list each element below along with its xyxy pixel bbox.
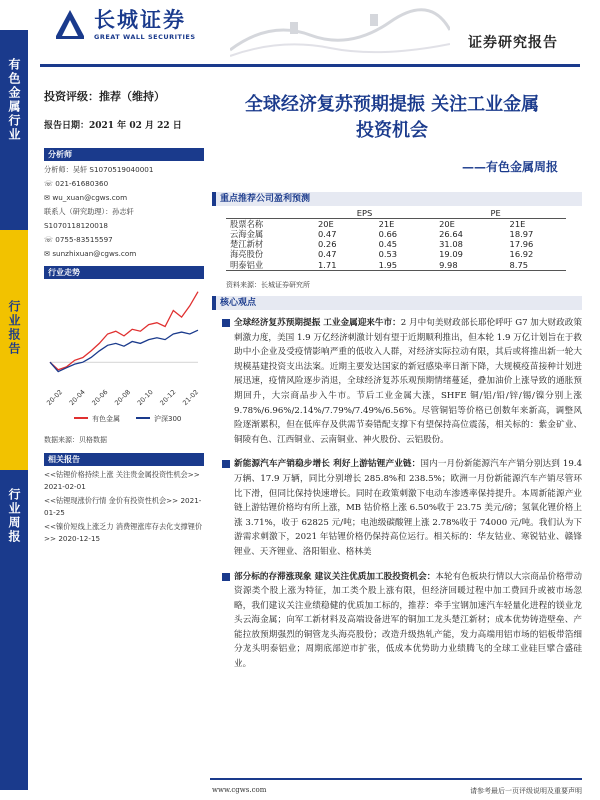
forecast-value-cell: 19.09	[439, 249, 463, 260]
stock-name-cell: 海亮股份	[230, 249, 264, 260]
logo-english-name: GREAT WALL SECURITIES	[94, 33, 196, 41]
related-reports-box	[44, 453, 204, 545]
industry-trend-box	[44, 266, 204, 445]
category-sideband	[0, 30, 28, 790]
related-report-item[interactable]: <<钴锂价格持续上涨 关注贵金属投资性机会>> 2021-02-01	[44, 470, 200, 491]
x-tick-label: 21-02	[181, 388, 201, 408]
report-title	[212, 92, 572, 144]
bullet-square-icon	[222, 319, 230, 327]
eps-20e-header: 20E	[304, 219, 365, 230]
footer-divider	[210, 778, 582, 780]
sideband-label-report: 行业报告	[7, 300, 21, 356]
report-title-line2: 投资机会	[356, 120, 428, 141]
forecast-value-cell: 16.92	[509, 249, 534, 260]
analyst-phone: ☏ 021-61680360	[44, 179, 109, 188]
forecast-value-cell: 0.45	[378, 239, 398, 250]
forecast-row	[226, 239, 566, 249]
contact-line: 联系人（研究助理）：孙志轩	[44, 207, 134, 216]
report-header	[0, 0, 600, 72]
sideband-segment-weekly	[0, 470, 28, 790]
trend-data-source: 数据来源：贝格数据	[44, 436, 107, 444]
sideband-segment-industry	[0, 30, 28, 230]
report-type-label: 证券研究报告	[468, 35, 558, 51]
core-views-body	[222, 316, 582, 682]
x-tick-label: 20-06	[90, 388, 110, 408]
paragraph-lead: 部分标的存滞涨现象 建议关注优质加工股投资机会：	[234, 571, 436, 582]
core-view-paragraph	[222, 570, 582, 672]
forecast-value-cell: 31.08	[439, 239, 463, 250]
forecast-value-cell: 18.97	[509, 229, 534, 240]
forecast-value-cell: 0.26	[318, 239, 337, 250]
great-wall-background-image	[230, 0, 450, 60]
analyst-line: 分析师：吴轩 S1070519040001	[44, 165, 154, 174]
pe-21e-header: 21E	[496, 219, 566, 230]
eps-21e-header: 21E	[365, 219, 426, 230]
sideband-label-weekly: 行业周报	[7, 488, 21, 544]
forecast-value-cell: 0.53	[378, 249, 398, 260]
legend-label: 有色金属	[92, 415, 120, 423]
table-data-source: 资料来源：长城证券研究所	[226, 281, 310, 289]
forecast-value-cell: 0.47	[318, 229, 337, 240]
analyst-email[interactable]: ✉ wu_xuan@cgws.com	[44, 193, 128, 202]
company-logo	[52, 4, 222, 48]
header-divider	[40, 64, 580, 67]
phone-icon: ☏	[44, 235, 56, 244]
contact-phone: ☏ 0755-83515597	[44, 235, 113, 244]
phone-icon: ☏	[44, 179, 56, 188]
great-wall-logo-icon	[52, 6, 88, 42]
core-views-section-title: 核心观点	[212, 296, 582, 310]
core-view-paragraph	[222, 316, 582, 447]
logo-chinese-name: 长城证券	[94, 8, 186, 32]
stock-name-cell: 楚江新材	[230, 239, 264, 250]
analyst-box	[44, 148, 204, 261]
forecast-row	[226, 229, 566, 239]
x-tick-label: 20-08	[113, 388, 133, 408]
contact-id: S1070118120018	[44, 221, 109, 230]
forecast-value-cell: 17.96	[509, 239, 534, 250]
forecast-value-cell: 26.64	[439, 229, 463, 240]
industry-trend-chart	[44, 281, 204, 431]
pe-group-header: PE	[490, 208, 501, 218]
contact-email[interactable]: ✉ sunzhixuan@cgws.com	[44, 249, 137, 258]
email-icon: ✉	[44, 193, 53, 202]
related-report-item[interactable]: <<镍价短线上涨乏力 消费锂涨库存去化支撑锂价>> 2020-12-15	[44, 522, 203, 543]
stock-name-header: 股票名称	[226, 219, 304, 230]
footer-disclaimer: 请参考最后一页评级说明及重要声明	[470, 787, 582, 795]
stock-name-cell: 明泰铝业	[226, 260, 304, 271]
stock-name-cell: 云海金属	[230, 229, 264, 240]
related-section-title: 相关报告	[44, 453, 204, 466]
x-tick-label: 20-02	[45, 388, 65, 408]
series-line-nonferrous-metals	[50, 292, 198, 370]
related-report-item[interactable]: <<钴锂现涨价行情 金价有投资性机会>> 2021-01-25	[44, 496, 202, 517]
sideband-label-industry: 有色金属行业	[7, 58, 21, 142]
paragraph-lead: 新能源汽车产销稳步增长 利好上游钴锂产业链：	[234, 459, 421, 470]
earnings-forecast-section-title: 重点推荐公司盈利预测	[212, 192, 582, 206]
earnings-forecast-rows	[226, 229, 566, 270]
investment-rating: 投资评级：推荐（维持）	[44, 90, 165, 103]
forecast-value-cell: 1.71	[304, 260, 365, 271]
footer-website-link[interactable]: www.cgws.com	[212, 786, 267, 794]
trend-section-title: 行业走势	[44, 266, 204, 279]
core-view-paragraph	[222, 457, 582, 559]
forecast-value-cell: 0.47	[318, 249, 337, 260]
report-date: 报告日期：2021 年 02 月 22 日	[44, 121, 182, 131]
x-tick-label: 20-10	[135, 388, 155, 408]
rating-block	[44, 88, 204, 131]
paragraph-text: 国内一月份新能源汽车产销分别达到 19.4 万辆、17.9 万辆，同比分别增长 285.8%和 238.5%；欧洲一月份新能源汽车产销尽管环比下滑，但同比保持快速增长。同时在政策刺激下电动车渗透率保持提升。本周新能源产业链上游钴锂价格均有所上涨，MB 钴价格上涨 6.50%收于 23.75 美元/磅；氢氧化锂价格上涨 3.71%，收于 62825 元/吨；电池级碳酸锂上涨 2.78%收于 74000 元/吨。我们认为下游需求刺激下，2021 年钴锂价格仍保持高位运行。相关标的：华友钴业、寒锐钴业、赣锋锂业、天齐锂业、洛阳钼业、格林美	[234, 459, 582, 557]
x-tick-label: 20-12	[158, 388, 178, 408]
bullet-square-icon	[222, 460, 230, 468]
earnings-forecast-table	[226, 208, 566, 271]
sideband-segment-report	[0, 230, 28, 470]
bullet-square-icon	[222, 573, 230, 581]
forecast-value-cell: 9.98	[425, 260, 495, 271]
report-title-line1: 全球经济复苏预期提振 关注工业金属	[244, 94, 540, 115]
forecast-value-cell: 1.95	[365, 260, 426, 271]
analyst-section-title: 分析师	[44, 148, 204, 161]
forecast-value-cell: 8.75	[496, 260, 566, 271]
report-subtitle: ——有色金属周报	[461, 160, 558, 174]
forecast-value-cell: 0.66	[378, 229, 398, 240]
paragraph-text: 本轮有色板块行情以大宗商品价格带动资源类个股上涨为特征，加工类个股上涨有限，但经济回暖过程中加工费回升或被市场忽略，我们建议关注业绩稳健的优质加工标的，推荐：牵手宝钢加速汽车轻量化进程的镁业龙头云海金属；向军工新材料及高端设备进军的铜加工龙头楚江新材；成本优势铸造壁垒、产能拉放预期强烈的铜管龙头海亮股份；改造升级热轧产能，发力高端用铝市场的铝板带箔细分龙头明泰铝业；周期底部逆市扩张，低成本优势助力业绩腾飞的全球工业硅巨擘合盛硅业。	[234, 571, 582, 670]
email-icon: ✉	[44, 249, 53, 258]
pe-20e-header: 20E	[425, 219, 495, 230]
paragraph-text: 2 月中旬美财政部长耶伦呼吁 G7 加大财政政策刺激力度，美国 1.9 万亿经济刺激计划有望于近期顺利推出，但本轮 1.9 万亿计划旨在于救助中小企业及受疫情影响严重的低收入人群，对经济实际拉动有限，其后或将推出新一轮大规模基建投资支出法案。近期主要发达国家的新冠感染率日渐下降，大规模疫苗接种计划进展迅速，疫情风险逐步消退，全球经济复苏乐观预期情绪蔓延，叠加油价上涨导致的通胀预期回升，大宗商品步入牛市。节后工业金属大涨，SHFE 铜/铝/铅/锌/锡/镍分别上涨 9.78%/6.96%/2.14%/7.79%/7.49%/6.56%。尽管铜铝等价格已创数年来新高，调整风险逐渐累积，但在低库存及供需节奏错配支撑下有望保持高位震荡，相关标的：紫金矿业、铜陵有色、江西铜业、云南铜业、神火股份、云铝股份。	[234, 318, 582, 445]
forecast-row	[226, 260, 566, 271]
paragraph-lead: 全球经济复苏预期提振 工业金属迎来牛市：	[234, 318, 401, 328]
legend-label: 沪深300	[154, 415, 182, 423]
eps-group-header: EPS	[356, 208, 373, 218]
x-tick-label: 20-04	[67, 388, 87, 408]
forecast-row	[226, 249, 566, 259]
